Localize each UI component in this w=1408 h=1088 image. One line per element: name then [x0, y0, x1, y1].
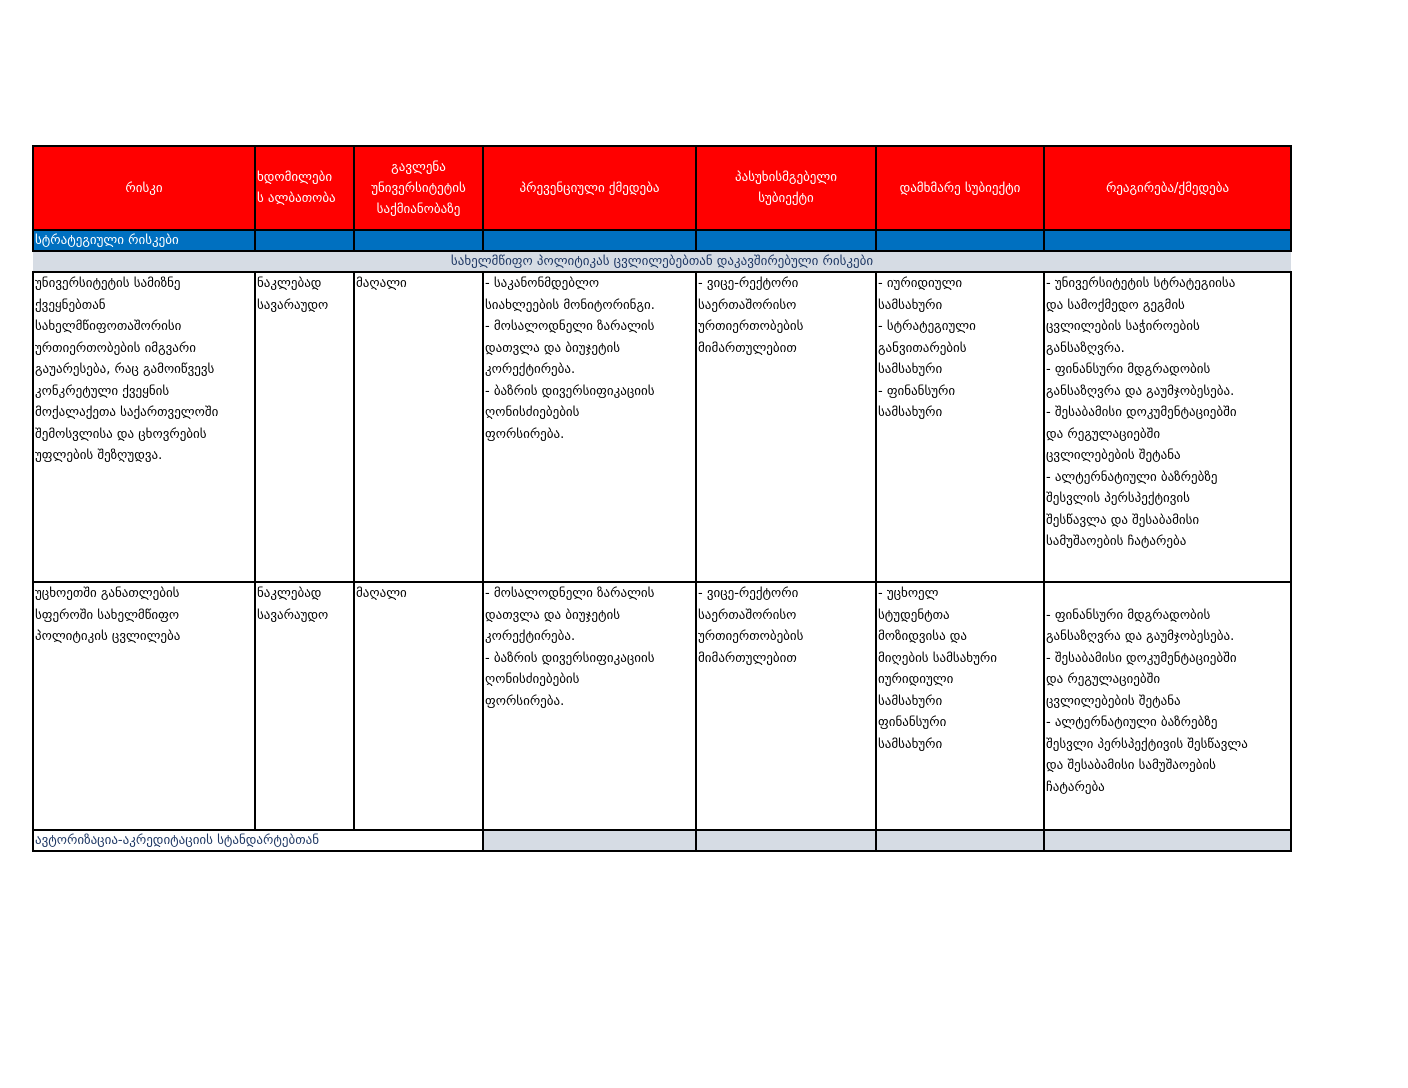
cell-risk: უცხოეთში განათლების სფეროში სახელმწიფო პოლიტიკის ცვლილება: [33, 582, 255, 830]
header-likelihood: ხდომილები ს ალბათობა: [255, 146, 354, 230]
table-row: [33, 582, 1291, 830]
header-responsible-subject: პასუხისმგებელი სუბიექტი: [696, 146, 876, 230]
subsection-row: [33, 251, 1291, 272]
cell-responsible: - ვიცე-რექტორი საერთაშორისო ურთიერთობების მიმართულებით: [696, 272, 876, 582]
cell-response: - უნივერსიტეტის სტრატეგიისა და სამოქმედო გეგმის ცვლილების საჭიროების განსაზღვრა. - ფინანსური მდგრადობის განსაზღვრა და გაუმჯობესება. - შესაბამისი დოკუმენტაციებში და რეგულაციებში ცვლილებების შეტანა - ალტერნატიული ბაზრებზე შესვლის პერსპექტივის შესწავლა და შესაბამისი სამუშაოების ჩატარება: [1044, 272, 1291, 582]
section-cell: [876, 230, 1044, 251]
section-cell: [255, 230, 354, 251]
risk-register-table: [32, 145, 1292, 852]
section-row-accreditation: [33, 830, 1291, 851]
header-response-action: რეაგირება/ქმედება: [1044, 146, 1291, 230]
footer-title: ავტორიზაცია-აკრედიტაციის სტანდარტებთან: [33, 830, 483, 851]
cell-response: - ფინანსური მდგრადობის განსაზღვრა და გაუმჯობესება. - შესაბამისი დოკუმენტაციებში და რეგულაციებში ცვლილებების შეტანა - ალტერნატიული ბაზრებზე შესვლი პერსპექტივის შესწავლა და შესაბამისი სამუშაოების ჩატარება: [1044, 582, 1291, 830]
cell-responsible: - ვიცე-რექტორი საერთაშორისო ურთიერთობების მიმართულებით: [696, 582, 876, 830]
subsection-title: სახელმწიფო პოლიტიკას ცვლილებებთან დაკავშირებული რისკები: [33, 251, 1291, 272]
cell-preventive: - საკანონმდებლო სიახლეების მონიტორინგი. - მოსალოდნელი ზარალის დათვლა და ბიუჯეტის კორექტირება. - ბაზრის დივერსიფიკაციის ღონისძიებების ფორსირება.: [483, 272, 696, 582]
cell-impact: მაღალი: [354, 272, 483, 582]
footer-cell: [483, 830, 696, 851]
cell-preventive: - მოსალოდნელი ზარალის დათვლა და ბიუჯეტის კორექტირება. - ბაზრის დივერსიფიკაციის ღონისძიებების ფორსირება.: [483, 582, 696, 830]
footer-cell: [1044, 830, 1291, 851]
cell-impact: მაღალი: [354, 582, 483, 830]
cell-risk: უნივერსიტეტის სამიზნე ქვეყნებთან სახელმწიფოთაშორისი ურთიერთობების იმგვარი გაუარესება, რაც გამოიწვევს კონკრეტული ქვეყნის მოქალაქეთა საქართველოში შემოსვლისა და ცხოვრების უფლების შეზღუდვა.: [33, 272, 255, 582]
header-support-subject: დამხმარე სუბიექტი: [876, 146, 1044, 230]
header-risk: რისკი: [33, 146, 255, 230]
header-preventive-action: პრევენციული ქმედება: [483, 146, 696, 230]
cell-support: - იურიდიული სამსახური - სტრატეგიული განვითარების სამსახური - ფინანსური სამსახური: [876, 272, 1044, 582]
section-row-strategic: [33, 230, 1291, 251]
table-row: [33, 272, 1291, 582]
cell-support: - უცხოელ სტუდენტთა მოზიდვისა და მიღების სამსახური იურიდიული სამსახური ფინანსური სამსახური: [876, 582, 1044, 830]
section-cell: [696, 230, 876, 251]
section-cell: [354, 230, 483, 251]
cell-likelihood: ნაკლებად სავარაუდო: [255, 272, 354, 582]
section-cell: [1044, 230, 1291, 251]
footer-cell: [876, 830, 1044, 851]
header-row: [33, 146, 1291, 230]
section-cell: [483, 230, 696, 251]
section-title: სტრატეგიული რისკები: [33, 230, 255, 251]
cell-likelihood: ნაკლებად სავარაუდო: [255, 582, 354, 830]
footer-cell: [696, 830, 876, 851]
header-impact: გავლენა უნივერსიტეტის საქმიანობაზე: [354, 146, 483, 230]
